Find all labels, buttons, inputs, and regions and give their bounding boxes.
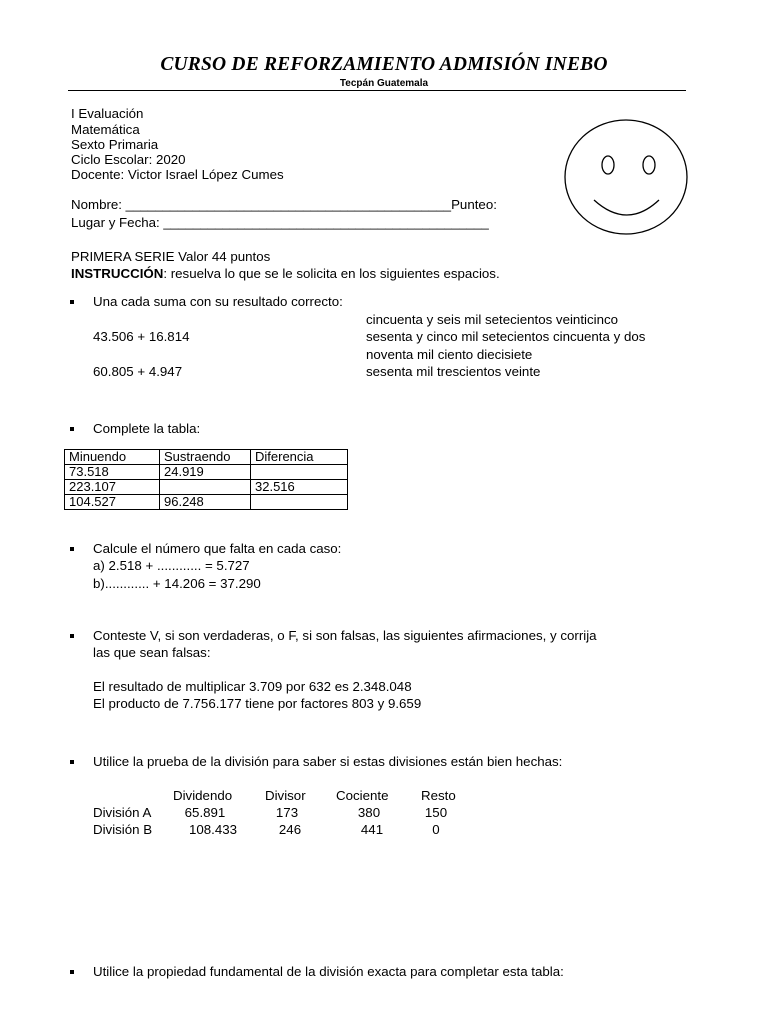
q5-cell: 65.891 <box>184 805 226 820</box>
bullet-q2 <box>70 427 74 431</box>
q4-statement-1: El resultado de multiplicar 3.709 por 632 es 2.348.048 <box>93 679 412 694</box>
info-materia: Matemática <box>71 122 140 137</box>
q1-option-1: cincuenta y seis mil setecientos veinticinco <box>366 312 619 327</box>
table-cell: 96.248 <box>160 495 251 510</box>
table-cell-blank[interactable] <box>160 480 251 495</box>
lugar-fecha-field[interactable]: Lugar y Fecha: ____________________________________________ <box>71 215 489 230</box>
header-rule <box>68 90 686 91</box>
q1-option-2: sesenta y cinco mil setecientos cincuenta y dos <box>366 329 646 344</box>
q1-sum-2: 60.805 + 4.947 <box>93 364 183 379</box>
q1-prompt: Una cada suma con su resultado correcto: <box>93 294 343 309</box>
q5-header-resto: Resto <box>421 788 456 803</box>
smiley-face-icon <box>563 118 689 236</box>
q5-cell: 441 <box>360 822 384 837</box>
bullet-q4 <box>70 634 74 638</box>
document-subtitle: Tecpán Guatemala <box>339 78 429 89</box>
q5-cell: 246 <box>278 822 302 837</box>
table-cell: 104.527 <box>65 495 160 510</box>
q5-cell: 108.433 <box>188 822 238 837</box>
info-docente: Docente: Victor Israel López Cumes <box>71 167 284 182</box>
instruction-label: INSTRUCCIÓN <box>71 266 164 281</box>
bullet-q5 <box>70 760 74 764</box>
q5-header-cociente: Cociente <box>336 788 389 803</box>
table-cell: 73.518 <box>65 465 160 480</box>
table-row <box>65 465 348 480</box>
q2-prompt: Complete la tabla: <box>93 421 201 436</box>
bullet-q1 <box>70 300 74 304</box>
table-cell: 24.919 <box>160 465 251 480</box>
header-sustraendo: Sustraendo <box>160 450 251 465</box>
bullet-q6 <box>70 970 74 974</box>
q5-cell: 173 <box>275 805 299 820</box>
table-header-row <box>65 450 348 465</box>
table-row <box>65 495 348 510</box>
q5-header-dividendo: Dividendo <box>173 788 233 803</box>
q4-prompt-line-2: las que sean falsas: <box>93 645 211 660</box>
table-cell: 32.516 <box>251 480 348 495</box>
header-diferencia: Diferencia <box>251 450 348 465</box>
info-grado: Sexto Primaria <box>71 137 159 152</box>
q5-cell: 0 <box>432 822 440 837</box>
table-cell: 223.107 <box>65 480 160 495</box>
q3-item-a: a) 2.518 + ............ = 5.727 <box>93 558 250 573</box>
q3-item-b: b)............ + 14.206 = 37.290 <box>93 576 261 591</box>
info-ciclo: Ciclo Escolar: 2020 <box>71 152 186 167</box>
serie-heading: PRIMERA SERIE Valor 44 puntos <box>71 249 271 264</box>
q5-cell: 380 <box>357 805 381 820</box>
nombre-field[interactable]: Nombre: ____________________________________________Punteo: <box>71 197 497 212</box>
q5-cell: 150 <box>424 805 448 820</box>
info-evaluacion: I Evaluación <box>71 106 144 121</box>
q5-row-label-a: División A <box>93 805 152 820</box>
q1-option-3: noventa mil ciento diecisiete <box>366 347 533 362</box>
q1-sum-1: 43.506 + 16.814 <box>93 329 190 344</box>
header-minuendo: Minuendo <box>65 450 160 465</box>
table-cell-blank[interactable] <box>251 495 348 510</box>
q5-row-label-b: División B <box>93 822 153 837</box>
q1-option-4: sesenta mil trescientos veinte <box>366 364 541 379</box>
instruction-text: : resuelva lo que se le solicita en los siguientes espacios. <box>163 266 500 281</box>
bullet-q3 <box>70 547 74 551</box>
table-row <box>65 480 348 495</box>
q3-prompt: Calcule el número que falta en cada caso: <box>93 541 342 556</box>
subtraction-table <box>64 449 348 510</box>
instruction <box>71 266 500 281</box>
q6-prompt: Utilice la propiedad fundamental de la división exacta para completar esta tabla: <box>93 964 564 979</box>
document-title: CURSO DE REFORZAMIENTO ADMISIÓN INEBO <box>160 54 608 75</box>
q4-prompt-line-1: Conteste V, si son verdaderas, o F, si son falsas, las siguientes afirmaciones, y corrija <box>93 628 597 643</box>
q5-header-divisor: Divisor <box>265 788 306 803</box>
q5-prompt: Utilice la prueba de la división para saber si estas divisiones están bien hechas: <box>93 754 563 769</box>
q4-statement-2: El producto de 7.756.177 tiene por factores 803 y 9.659 <box>93 696 422 711</box>
table-cell-blank[interactable] <box>251 465 348 480</box>
